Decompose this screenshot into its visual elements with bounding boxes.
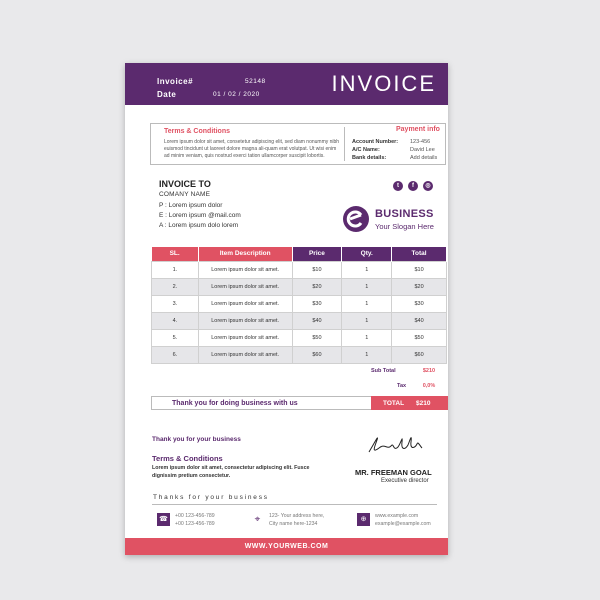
invoice-number: 52148 — [245, 78, 266, 85]
payment-label: A/C Name: — [352, 147, 380, 153]
subtotal-label: Sub Total — [371, 368, 396, 374]
facebook-icon[interactable]: f — [408, 181, 418, 191]
contact-address — [269, 513, 324, 528]
payment-row-bank — [352, 155, 438, 161]
cell-sl: 1. — [152, 261, 199, 278]
invoice-page — [125, 63, 448, 555]
cell-sl: 3. — [152, 295, 199, 312]
date-label: Date — [157, 90, 177, 99]
phone-line: +00 123-456-789 — [175, 520, 215, 527]
signature-image — [365, 428, 425, 460]
address-line: City name here-1234 — [269, 520, 318, 527]
payment-row-name — [352, 147, 435, 153]
cell-total: $30 — [392, 295, 447, 312]
table-row — [152, 261, 447, 278]
business-logo-icon — [343, 206, 369, 232]
tax-label: Tax — [397, 383, 407, 389]
footer-thank-line: Thank you for your business — [152, 436, 241, 443]
address-line: 123- Your address here, — [269, 513, 325, 519]
cell-qty: 1 — [342, 295, 392, 312]
cell-total: $10 — [392, 261, 447, 278]
cell-desc: Lorem ipsum dolor sit amet. — [198, 346, 292, 363]
table-header-row — [152, 247, 447, 261]
terms-title: Terms & Conditions — [164, 128, 230, 135]
phone-icon: ☎ — [157, 513, 170, 526]
items-table — [151, 247, 447, 364]
date-value: 01 / 02 / 2020 — [213, 91, 260, 98]
payment-info-title: Payment info — [396, 126, 440, 133]
cell-total: $50 — [392, 329, 447, 346]
cell-price: $30 — [292, 295, 342, 312]
terms-payment-box — [150, 123, 446, 165]
cell-price: $20 — [292, 278, 342, 295]
grand-total-box — [371, 396, 448, 410]
table-row — [152, 312, 447, 329]
footer-terms-body: Lorem ipsum dolor sit amet, consectetur adipiscing elit. Fusce dignissim pretium consectetur. — [152, 465, 310, 479]
col-header-total: Total — [392, 247, 447, 261]
globe-icon: ⊕ — [357, 513, 370, 526]
cell-qty: 1 — [342, 346, 392, 363]
business-name: BUSINESS — [375, 208, 434, 220]
table-row — [152, 346, 447, 363]
cell-total: $20 — [392, 278, 447, 295]
footer-terms-title: Terms & Conditions — [152, 454, 223, 463]
company-name: COMANY NAME — [159, 191, 211, 198]
invoice-header — [125, 63, 448, 105]
table-row — [152, 329, 447, 346]
subtotal-value: $210 — [422, 368, 436, 374]
cell-total: $40 — [392, 312, 447, 329]
cell-qty: 1 — [342, 261, 392, 278]
tax-value: 0,0% — [422, 383, 436, 389]
total-label: TOTAL — [383, 400, 405, 407]
cell-desc: Lorem ipsum dolor sit amet. — [198, 295, 292, 312]
col-header-sl: SL. — [152, 247, 199, 261]
cell-qty: 1 — [342, 329, 392, 346]
cell-sl: 5. — [152, 329, 199, 346]
bill-email: E : Lorem ipsum @mail.com — [159, 212, 241, 219]
phone-line: +00 123-456-789 — [175, 513, 215, 519]
cell-desc: Lorem ipsum dolor sit amet. — [198, 329, 292, 346]
cell-sl: 6. — [152, 346, 199, 363]
cell-desc: Lorem ipsum dolor sit amet. — [198, 278, 292, 295]
cell-sl: 4. — [152, 312, 199, 329]
web-line[interactable]: www.example.com — [375, 513, 419, 519]
cell-price: $60 — [292, 346, 342, 363]
payment-label: Bank details: — [352, 155, 387, 161]
cell-sl: 2. — [152, 278, 199, 295]
bill-phone: P : Lorem ipsum dolor — [159, 202, 223, 209]
thank-you-message: Thank you for doing business with us — [172, 400, 298, 407]
signer-role: Executive director — [381, 478, 429, 484]
payment-value: Add details — [410, 155, 438, 161]
cell-price: $40 — [292, 312, 342, 329]
terms-body: Lorem ipsum dolor sit amet, consetetur adipiscing elit, sed diam nonummy nibh euismod tincidunt ut laoreet dolore magna ali-quam erat volutpat. Ut wisi enim ad minim veniam, quis nostrud exerci tation ullamcorper suscipit lobortis. — [164, 139, 340, 160]
footer-divider — [152, 504, 437, 505]
signer-name: MR. FREEMAN GOAL — [355, 468, 432, 477]
cell-desc: Lorem ipsum dolor sit amet. — [198, 312, 292, 329]
cell-price: $50 — [292, 329, 342, 346]
col-header-qty: Qty. — [342, 247, 392, 261]
instagram-icon[interactable]: ◎ — [423, 181, 433, 191]
footer-thanks-spaced: Thanks for your business — [153, 494, 269, 501]
cell-qty: 1 — [342, 278, 392, 295]
invoice-to-title: INVOICE TO — [159, 179, 211, 189]
payment-value: 123-456 — [410, 139, 431, 145]
payment-value: David Lee — [410, 147, 435, 153]
cell-qty: 1 — [342, 312, 392, 329]
location-pin-icon: ⌖ — [254, 514, 261, 525]
col-header-price: Price — [292, 247, 342, 261]
total-value: $210 — [416, 400, 431, 407]
contact-phones — [175, 513, 215, 528]
box-divider — [344, 127, 345, 161]
business-slogan: Your Slogan Here — [375, 222, 434, 231]
thank-total-bar — [151, 396, 447, 410]
payment-row-account — [352, 139, 431, 145]
twitter-icon[interactable]: t — [393, 181, 403, 191]
cell-price: $10 — [292, 261, 342, 278]
cell-total: $60 — [392, 346, 447, 363]
table-row — [152, 278, 447, 295]
email-line[interactable]: example@example.com — [375, 520, 431, 527]
website-bar[interactable]: WWW.YOURWEB.COM — [125, 538, 448, 555]
table-row — [152, 295, 447, 312]
cell-desc: Lorem ipsum dolor sit amet. — [198, 261, 292, 278]
invoice-title: INVOICE — [331, 71, 436, 96]
invoice-number-label: Invoice# — [157, 77, 194, 86]
col-header-description: Item Description — [198, 247, 292, 261]
payment-label: Account Number: — [352, 139, 399, 145]
bill-address: A : Lorem ipsum dolo lorem — [159, 222, 239, 229]
contact-web — [375, 513, 431, 528]
